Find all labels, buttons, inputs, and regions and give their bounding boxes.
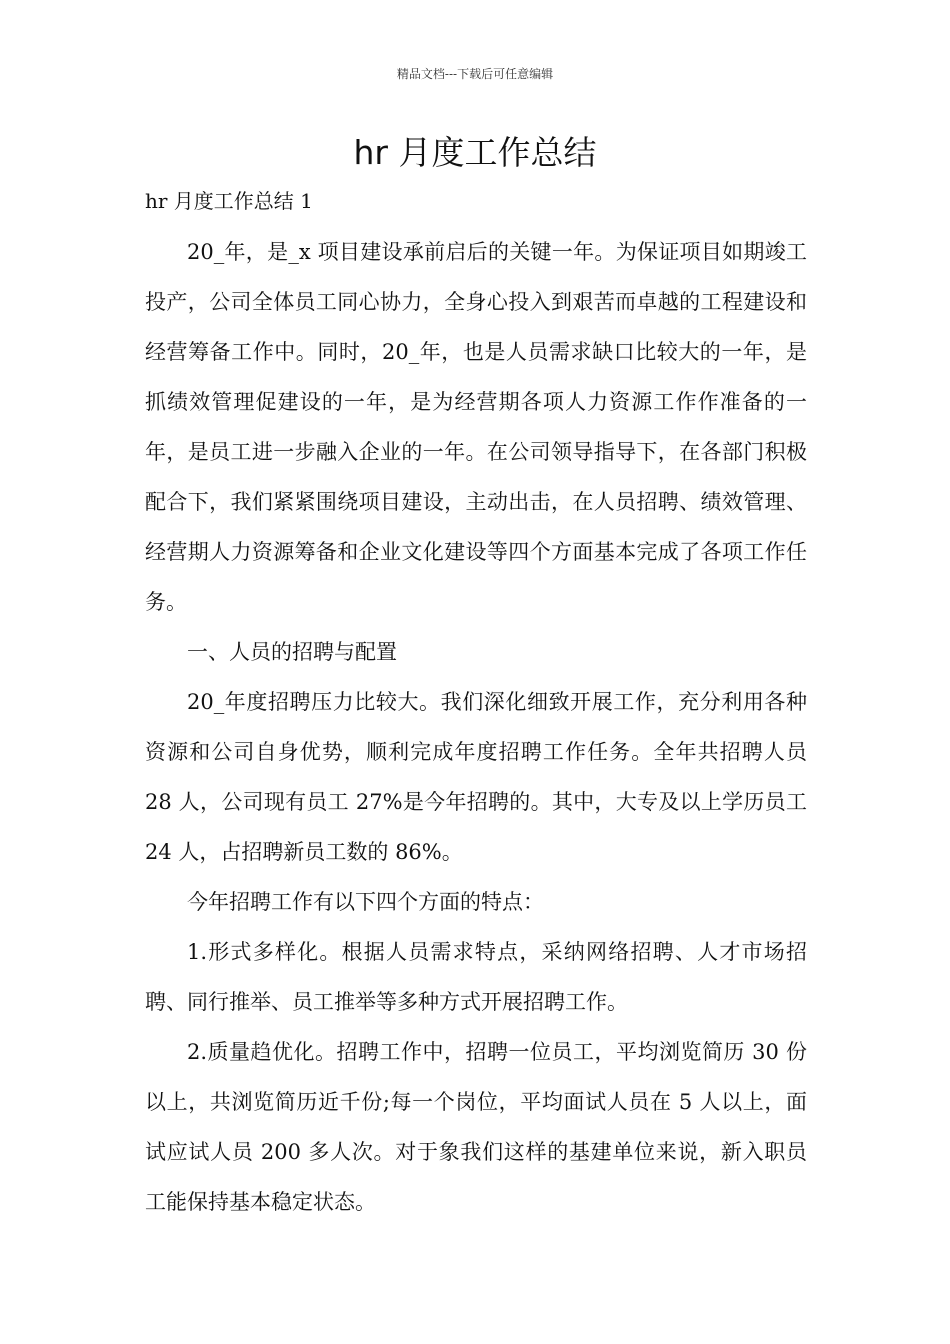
paragraph-recruitment-summary: 20_年度招聘压力比较大。我们深化细致开展工作，充分利用各种资源和公司自身优势，顺利完成年度招聘工作任务。全年共招聘人员 28 人，公司现有员工 27%是今年招聘的。其中，大专及以上学历员工 24 人，占招聘新员工数的 86%。 [145,690,807,864]
paragraph-feature-1: 1.形式多样化。根据人员需求特点，采纳网络招聘、人才市场招聘、同行推举、员工推举等多种方式开展招聘工作。 [145,940,807,1014]
paragraph-feature-2: 2.质量趋优化。招聘工作中，招聘一位员工，平均浏览简历 30 份以上，共浏览简历近千份;每一个岗位，平均面试人员在 5 人以上，面试应试人员 200 多人次。对于象我们这样的基建单位来说，新入职员工能保持基本稳定状态。 [145,1040,807,1214]
header-note: 精品文档---下载后可任意编辑 [396,67,554,81]
section-heading-recruitment: 一、人员的招聘与配置 [187,640,397,664]
document-title: hr 月度工作总结 [353,133,597,172]
section-subtitle: hr 月度工作总结 1 [145,189,313,213]
paragraph-features-intro: 今年招聘工作有以下四个方面的特点： [187,890,544,914]
body-text [145,227,807,1227]
paragraph-intro: 20_年，是_x 项目建设承前启后的关键一年。为保证项目如期竣工投产，公司全体员工同心协力，全身心投入到艰苦而卓越的工程建设和经营筹备工作中。同时，20_年，也是人员需求缺口比较大的一年，是抓绩效管理促建设的一年，是为经营期各项人力资源工作作准备的一年，是员工进一步融入企业的一年。在公司领导指导下，在各部门积极配合下，我们紧紧围绕项目建设，主动出击，在人员招聘、绩效管理、经营期人力资源筹备和企业文化建设等四个方面基本完成了各项工作任务。 [145,240,807,614]
